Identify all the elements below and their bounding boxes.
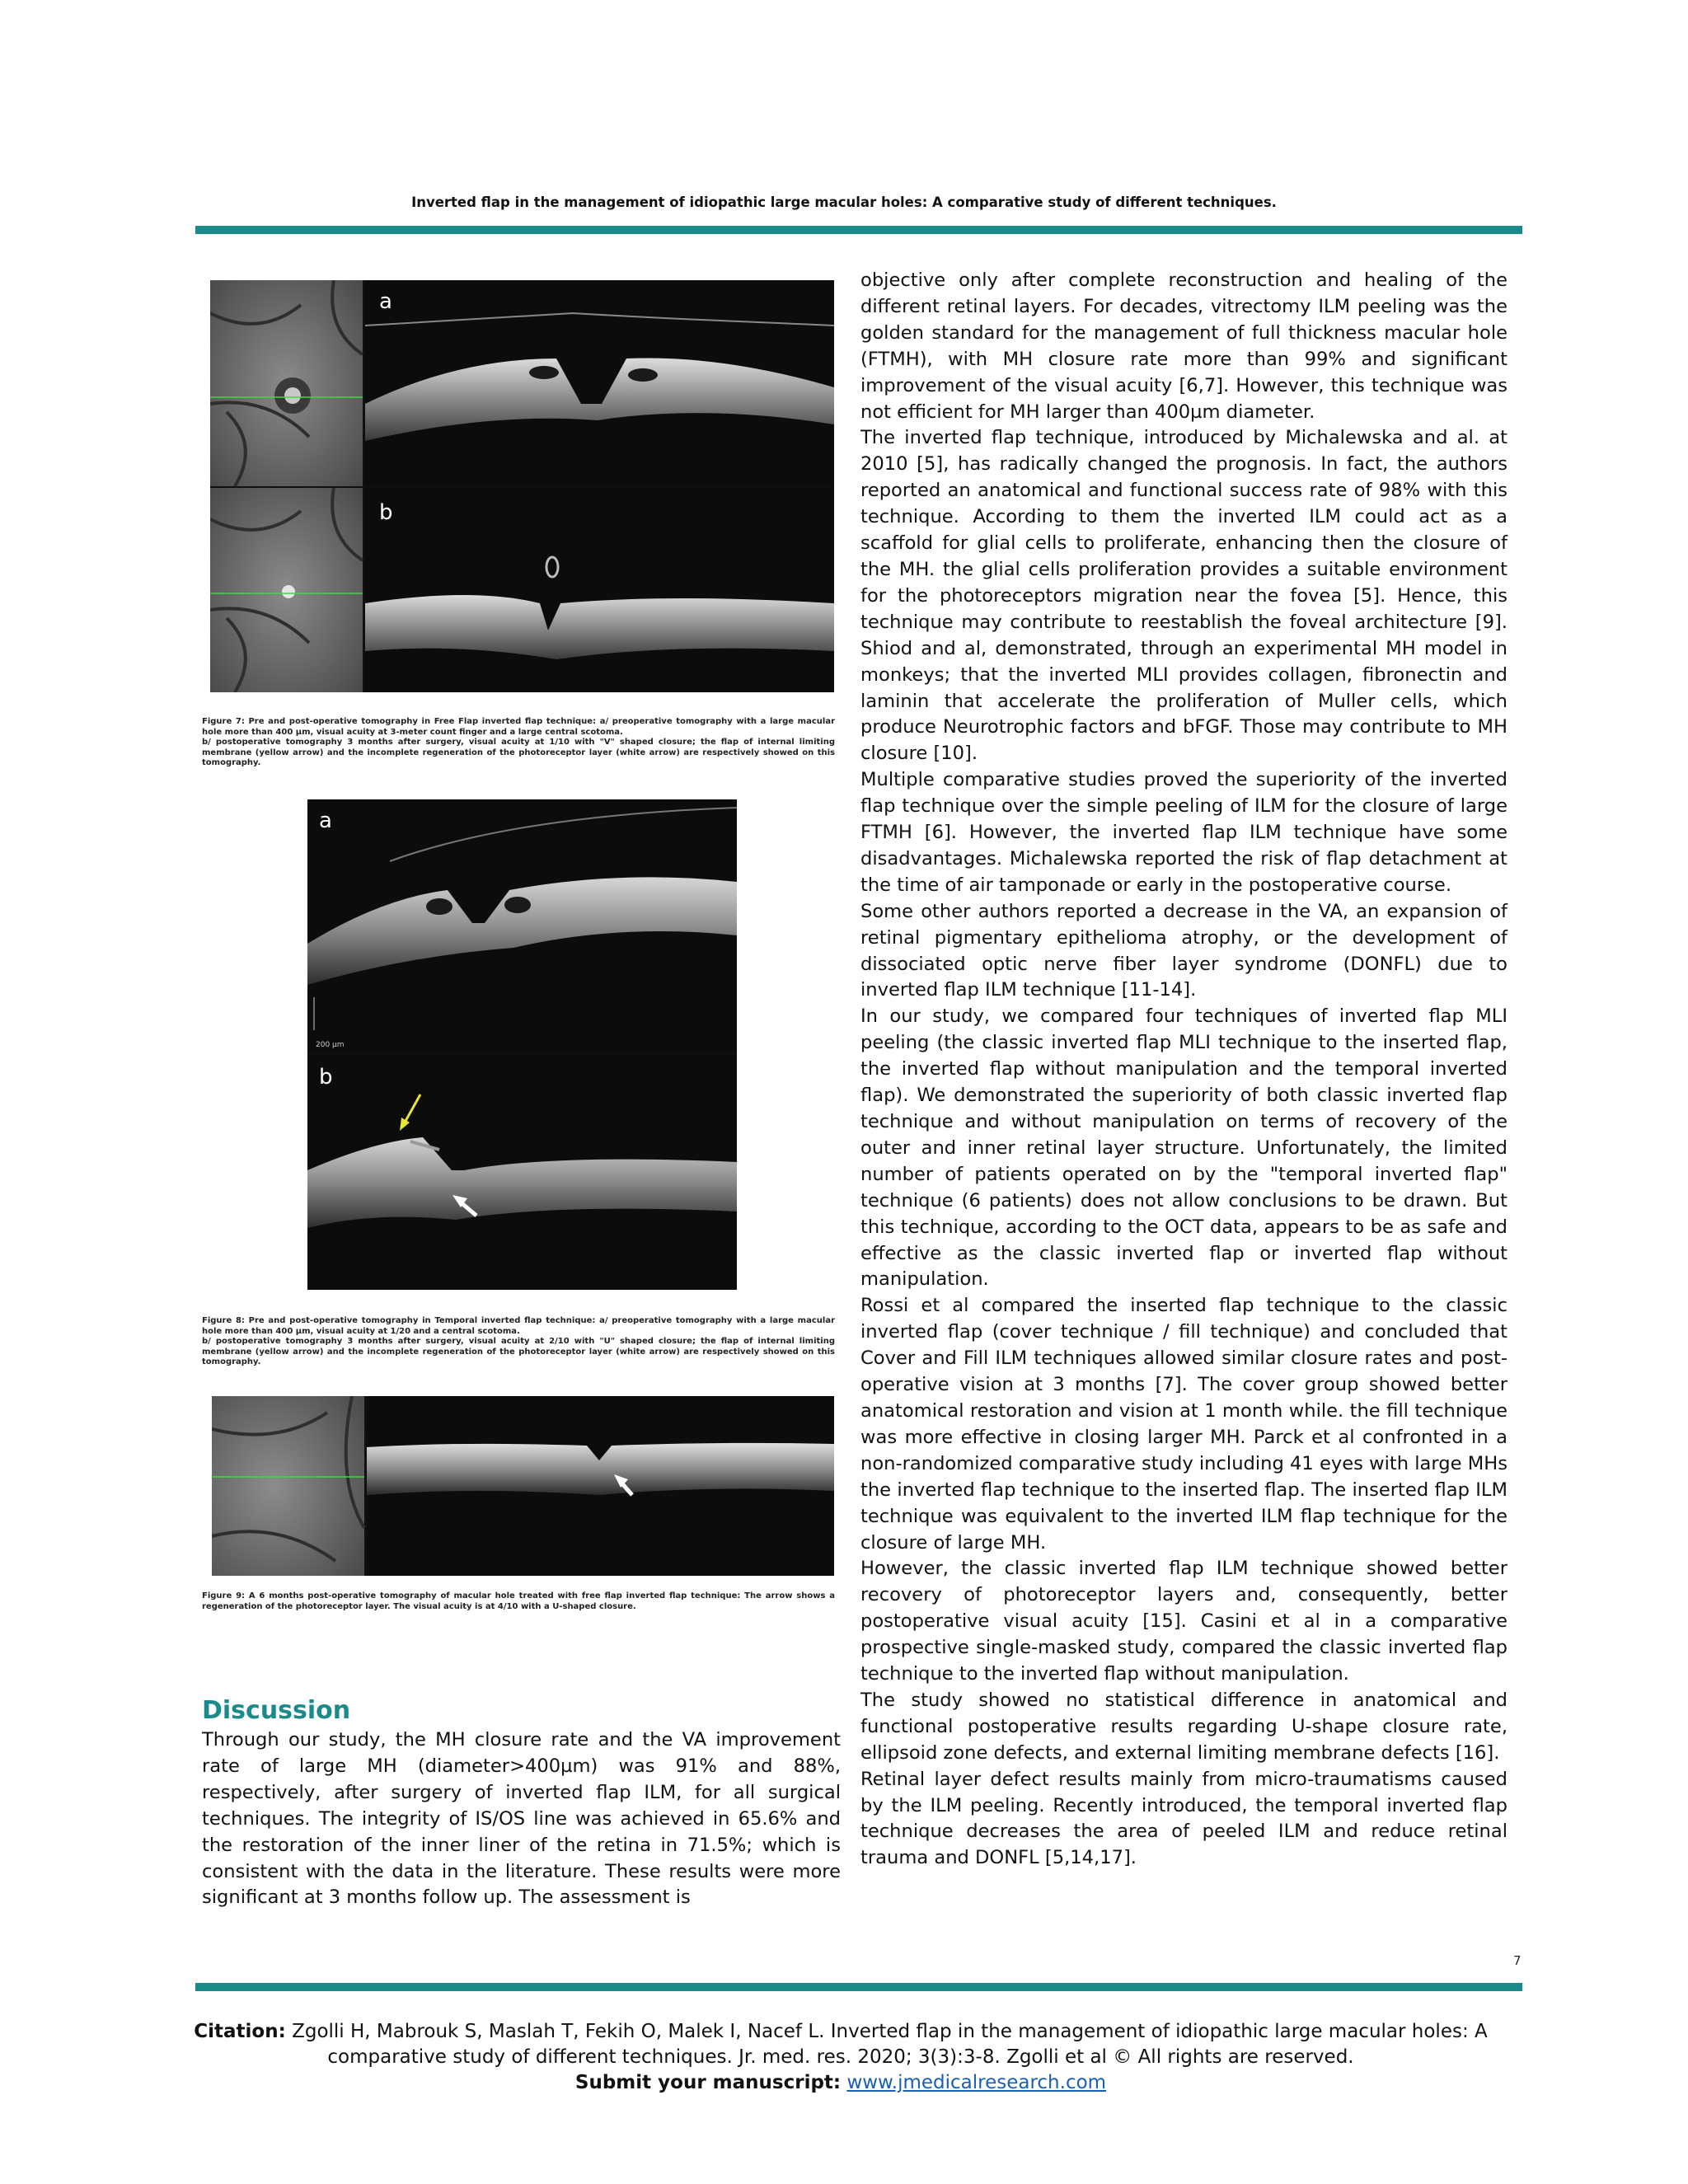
- figure-7-image: [210, 280, 834, 692]
- discussion-paragraph: In our study, we compared four techniques of inverted flap MLI peeling (the classic inverted flap MLI technique to the inserted flap, the inverted flap without manipulation and the temporal inverted flap). We demonstrated the superiority of both classic inverted flap technique and without manipulation on terms of recovery of the outer and inner retinal layer structure. Unfortunately, the limited number of patients operated on by the "temporal inverted flap" technique (6 patients) does not allow conclusions to be drawn. But this technique, according to the OCT data, appears to be as safe and effective as the classic inverted flap or inverted flap without manipulation.: [860, 1005, 1507, 1291]
- figure-9-caption: [202, 1591, 835, 1612]
- discussion-left-column: [202, 1727, 841, 1911]
- figure-8-panel-a-label: a: [319, 808, 332, 833]
- figure-8-svg: [307, 799, 737, 1290]
- figure-8-image: [307, 799, 737, 1290]
- figure-7-caption-p2: b/ postoperative tomography 3 months after surgery, visual acuity at 1/10 with "V" shaped closure; the flap of internal limiting membrane (yellow arrow) and the incomplete regeneration of the photoreceptor layer (white arrow) are respectively showed on this tomography.: [202, 738, 835, 768]
- discussion-paragraph: Multiple comparative studies proved the superiority of the inverted flap technique over the simple peeling of ILM for the closure of large FTMH [6]. However, the inverted flap ILM technique have some disadvantages. Michalewska reported the risk of flap detachment at the time of air tamponade or early in the postoperative course.: [860, 769, 1507, 896]
- citation-text: Zgolli H, Mabrouk S, Maslah T, Fekih O, Malek I, Nacef L. Inverted flap in the management of idiopathic large macular holes: A comparative study of different techniques. Jr. med. res. 2020; 3(3):3-8. Zgolli et al © All rights are reserved.: [285, 2021, 1488, 2068]
- page-number: 7: [1513, 1953, 1522, 1968]
- header-rule: [195, 226, 1522, 234]
- figure-7-caption-p1: Figure 7: Pre and post-operative tomography in Free Flap inverted flap technique: a/ preoperative tomography with a large macular hole more than 400 µm, visual acuity at 3-meter count finger and a large central scotoma.: [202, 717, 835, 737]
- citation-line: [190, 2019, 1492, 2070]
- discussion-paragraph: The study showed no statistical difference in anatomical and functional postoperative results regarding U-shape closure rate, ellipsoid zone defects, and external limiting membrane defects [16].: [860, 1689, 1507, 1764]
- discussion-paragraph: Rossi et al compared the inserted flap technique to the classic inverted flap (cover technique / fill technique) and concluded that Cover and Fill ILM techniques allowed similar closure rates and post-operative vision at 3 months [7]. The cover group showed better anatomical restoration and vision at 1 month while. the fill technique was more effective in closing larger MH. Parck et al confronted in a non-randomized comparative study including 41 eyes with large MHs the inverted flap technique to the inserted flap. The inserted flap ILM technique was equivalent to the inverted ILM flap technique for the closure of large MH.: [860, 1295, 1507, 1554]
- figure-8-scale-label: 200 µm: [316, 1041, 345, 1049]
- discussion-paragraph: objective only after complete reconstruction and healing of the different retinal layers. For decades, vitrectomy ILM peeling was the golden standard for the management of full thickness macular hole (FTMH), with MH closure rate more than 99% and significant improvement of the visual acuity [6,7]. However, this technique was not efficient for MH larger than 400µm diameter.: [860, 269, 1507, 423]
- journal-website-link[interactable]: www.jmedicalresearch.com: [846, 2072, 1107, 2093]
- oct-scan-b: [365, 488, 834, 692]
- figure-7-panel-a-label: a: [379, 289, 392, 314]
- discussion-left-paragraph: Through our study, the MH closure rate and the VA improvement rate of large MH (diameter>400µm) was 91% and 88%, respectively, after surgery of inverted flap ILM, for all surgical techniques. The integrity of IS/OS line was achieved in 65.6% and the restoration of the inner liner of the retina in 71.5%; which is consistent with the data in the literature. These results were more significant at 3 months follow up. The assessment is: [202, 1729, 841, 1909]
- submit-line: [190, 2070, 1492, 2096]
- citation-block: [190, 2019, 1492, 2096]
- discussion-paragraph: The inverted flap technique, introduced by Michalewska and al. at 2010 [5], has radically changed the prognosis. In fact, the authors reported an anatomical and functional success rate of 98% with this technique. According to them the inverted ILM could act as a scaffold for glial cells to proliferate, enhancing then the closure of the MH. the glial cells proliferation provides a suitable environment for the photoreceptors migration near the fovea [5]. Hence, this technique may contribute to reestablish the foveal architecture [9]. Shiod and al, demonstrated, through an experimental MH model in monkeys; that the inverted MLI provides collagen, fibronectin and laminin that accelerate the proliferation of Muller cells, which produce Neurotrophic factors and bFGF. Those may contribute to MH closure [10].: [860, 427, 1507, 765]
- submit-label: Submit your manuscript:: [574, 2072, 842, 2093]
- discussion-title: Discussion: [202, 1696, 351, 1725]
- figure-9-caption-text: Figure 9: A 6 months post-operative tomography of macular hole treated with free flap inverted flap technique: The arrow shows a regeneration of the photoreceptor layer. The visual acuity is at 4/10 with a U-shaped closure.: [202, 1591, 835, 1611]
- fundus-image-9: [212, 1396, 364, 1576]
- citation-label: Citation:: [194, 2021, 286, 2042]
- discussion-paragraph: Retinal layer defect results mainly from micro-traumatisms caused by the ILM peeling. Recently introduced, the temporal inverted flap technique decreases the area of peeled ILM and reduce retinal trauma and DONFL [5,14,17].: [860, 1768, 1507, 1869]
- figure-8-caption-p2: b/ postoperative tomography 3 months after surgery, visual acuity at 2/10 with "U" shaped closure; the flap of internal limiting membrane (yellow arrow) and the incomplete regeneration of the photoreceptor layer (white arrow) are respectively showed on this tomography.: [202, 1337, 835, 1367]
- figure-9-svg: [212, 1396, 834, 1576]
- figure-7-panel-b-label: b: [379, 500, 393, 525]
- figure-7-svg: [210, 280, 834, 692]
- discussion-paragraph: Some other authors reported a decrease in the VA, an expansion of retinal pigmentary epithelioma atrophy, or the development of dissociated optic nerve fiber layer syndrome (DONFL) due to inverted flap ILM technique [11-14].: [860, 900, 1507, 1001]
- footer-rule: [195, 1983, 1522, 1991]
- discussion-paragraph: However, the classic inverted flap ILM technique showed better recovery of photoreceptor layers and, consequently, better postoperative visual acuity [15]. Casini et al in a comparative prospective single-masked study, compared the classic inverted flap technique to the inverted flap without manipulation.: [860, 1558, 1507, 1685]
- figure-8-caption-p1: Figure 8: Pre and post-operative tomography in Temporal inverted flap technique: a/ preoperative tomography with a large macular hole more than 400 µm, visual acuity at 1/20 and a central scotoma.: [202, 1316, 835, 1336]
- figure-7-caption: [202, 717, 835, 769]
- figure-8-caption: [202, 1316, 835, 1368]
- figure-9-image: [212, 1396, 834, 1576]
- running-header: Inverted flap in the management of idiopathic large macular holes: A comparative study of different techniques.: [411, 194, 1277, 210]
- discussion-right-column: [860, 268, 1507, 1872]
- figure-8-panel-b-label: b: [319, 1065, 333, 1090]
